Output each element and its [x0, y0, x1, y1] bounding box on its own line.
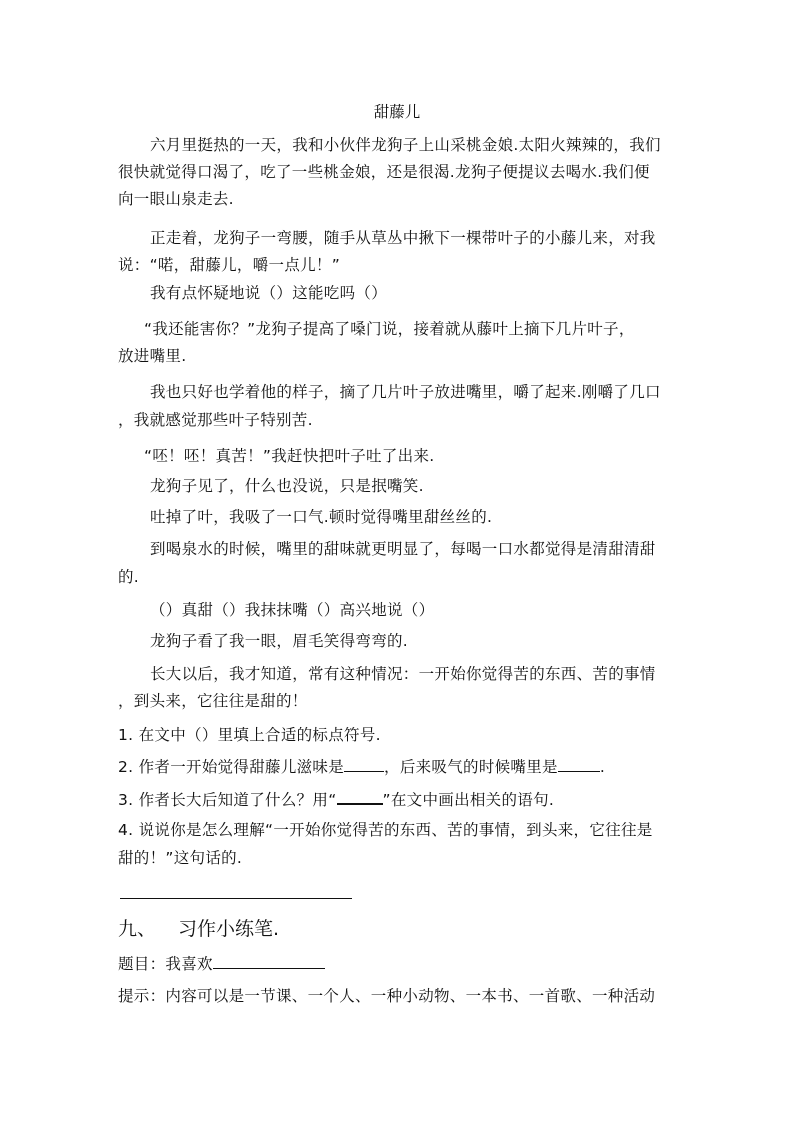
hint-line: 提示：内容可以是一节课、一个人、一种小动物、一本书、一首歌、一种活动 [118, 987, 656, 1005]
section-9-heading [118, 917, 279, 941]
section-9-number: 九、 [118, 918, 157, 940]
story-line: 到喝泉水的时候，嘴里的甜味就更明显了，每喝一口水都觉得是清甜清甜 [150, 540, 656, 558]
topic-label: 题目：我喜欢 [118, 955, 213, 973]
story-line: “呸！呸！真苦！”我赶快把叶子吐了出来. [144, 447, 435, 465]
story-line: 正走着，龙狗子一弯腰，随手从草丛中揪下一棵带叶子的小藤儿来，对我 [150, 229, 656, 247]
story-line: 吐掉了叶，我吸了一口气.顿时觉得嘴里甜丝丝的. [150, 508, 493, 526]
story-line: 放进嘴里. [118, 347, 187, 365]
story-line: 我有点怀疑地说（）这能吃吗（） [150, 284, 388, 302]
question-3-text-b: ”在文中画出相关的语句. [382, 791, 555, 809]
underline-marker [337, 789, 383, 805]
story-line: 我也只好也学着他的样子，摘了几片叶子放进嘴里，嚼了起来.刚嚼了几口 [150, 383, 661, 401]
question-2-text-a: 2. 作者一开始觉得甜藤儿滋味是 [118, 758, 345, 776]
topic-blank[interactable] [213, 954, 325, 969]
question-2 [118, 757, 605, 777]
answer-blank-2[interactable] [558, 757, 600, 772]
story-line: 说：“喏，甜藤儿，嚼一点儿！” [118, 256, 341, 274]
story-line: 的. [118, 568, 140, 586]
answer-blank-1[interactable] [344, 757, 384, 772]
question-2-text-c: . [599, 758, 606, 776]
story-line: 龙狗子见了，什么也没说，只是抿嘴笑. [150, 477, 424, 495]
section-9-title: 习作小练笔. [178, 918, 280, 940]
topic-line [118, 954, 325, 974]
question-3-text-a: 3. 作者长大后知道了什么？用“ [118, 791, 337, 809]
story-line: 六月里挺热的一天，我和小伙伴龙狗子上山采桃金娘.太阳火辣辣的，我们 [150, 136, 661, 154]
question-2-text-b: ，后来吸气的时候嘴里是 [384, 758, 558, 776]
story-line: 长大以后，我才知道，常有这种情况：一开始你觉得苦的东西、苦的事情 [150, 665, 656, 683]
story-line: 龙狗子看了我一眼，眉毛笑得弯弯的. [150, 632, 409, 650]
story-line: ，到头来，它往往是甜的！ [118, 692, 308, 710]
story-line: ，我就感觉那些叶子特别苦. [118, 411, 313, 429]
passage-title: 甜藤儿 [373, 103, 421, 121]
story-line: 很快就觉得口渴了，吃了一些桃金娘，还是很渴.龙狗子便提议去喝水.我们便 [118, 163, 650, 181]
story-line: “我还能害你？”龙狗子提高了嗓门说，接着就从藤叶上摘下几片叶子， [144, 320, 635, 338]
question-4-line-2: 甜的！”这句话的. [118, 849, 243, 867]
answer-line[interactable] [120, 898, 352, 899]
question-1: 1. 在文中（）里填上合适的标点符号. [118, 726, 381, 744]
question-4-line-1: 4. 说说你是怎么理解“一开始你觉得苦的东西、苦的事情，到头来，它往往是 [118, 821, 653, 839]
story-line: 向一眼山泉走去. [118, 190, 234, 208]
question-3 [118, 789, 554, 810]
story-line: （）真甜（）我抹抹嘴（）高兴地说（） [150, 601, 435, 619]
